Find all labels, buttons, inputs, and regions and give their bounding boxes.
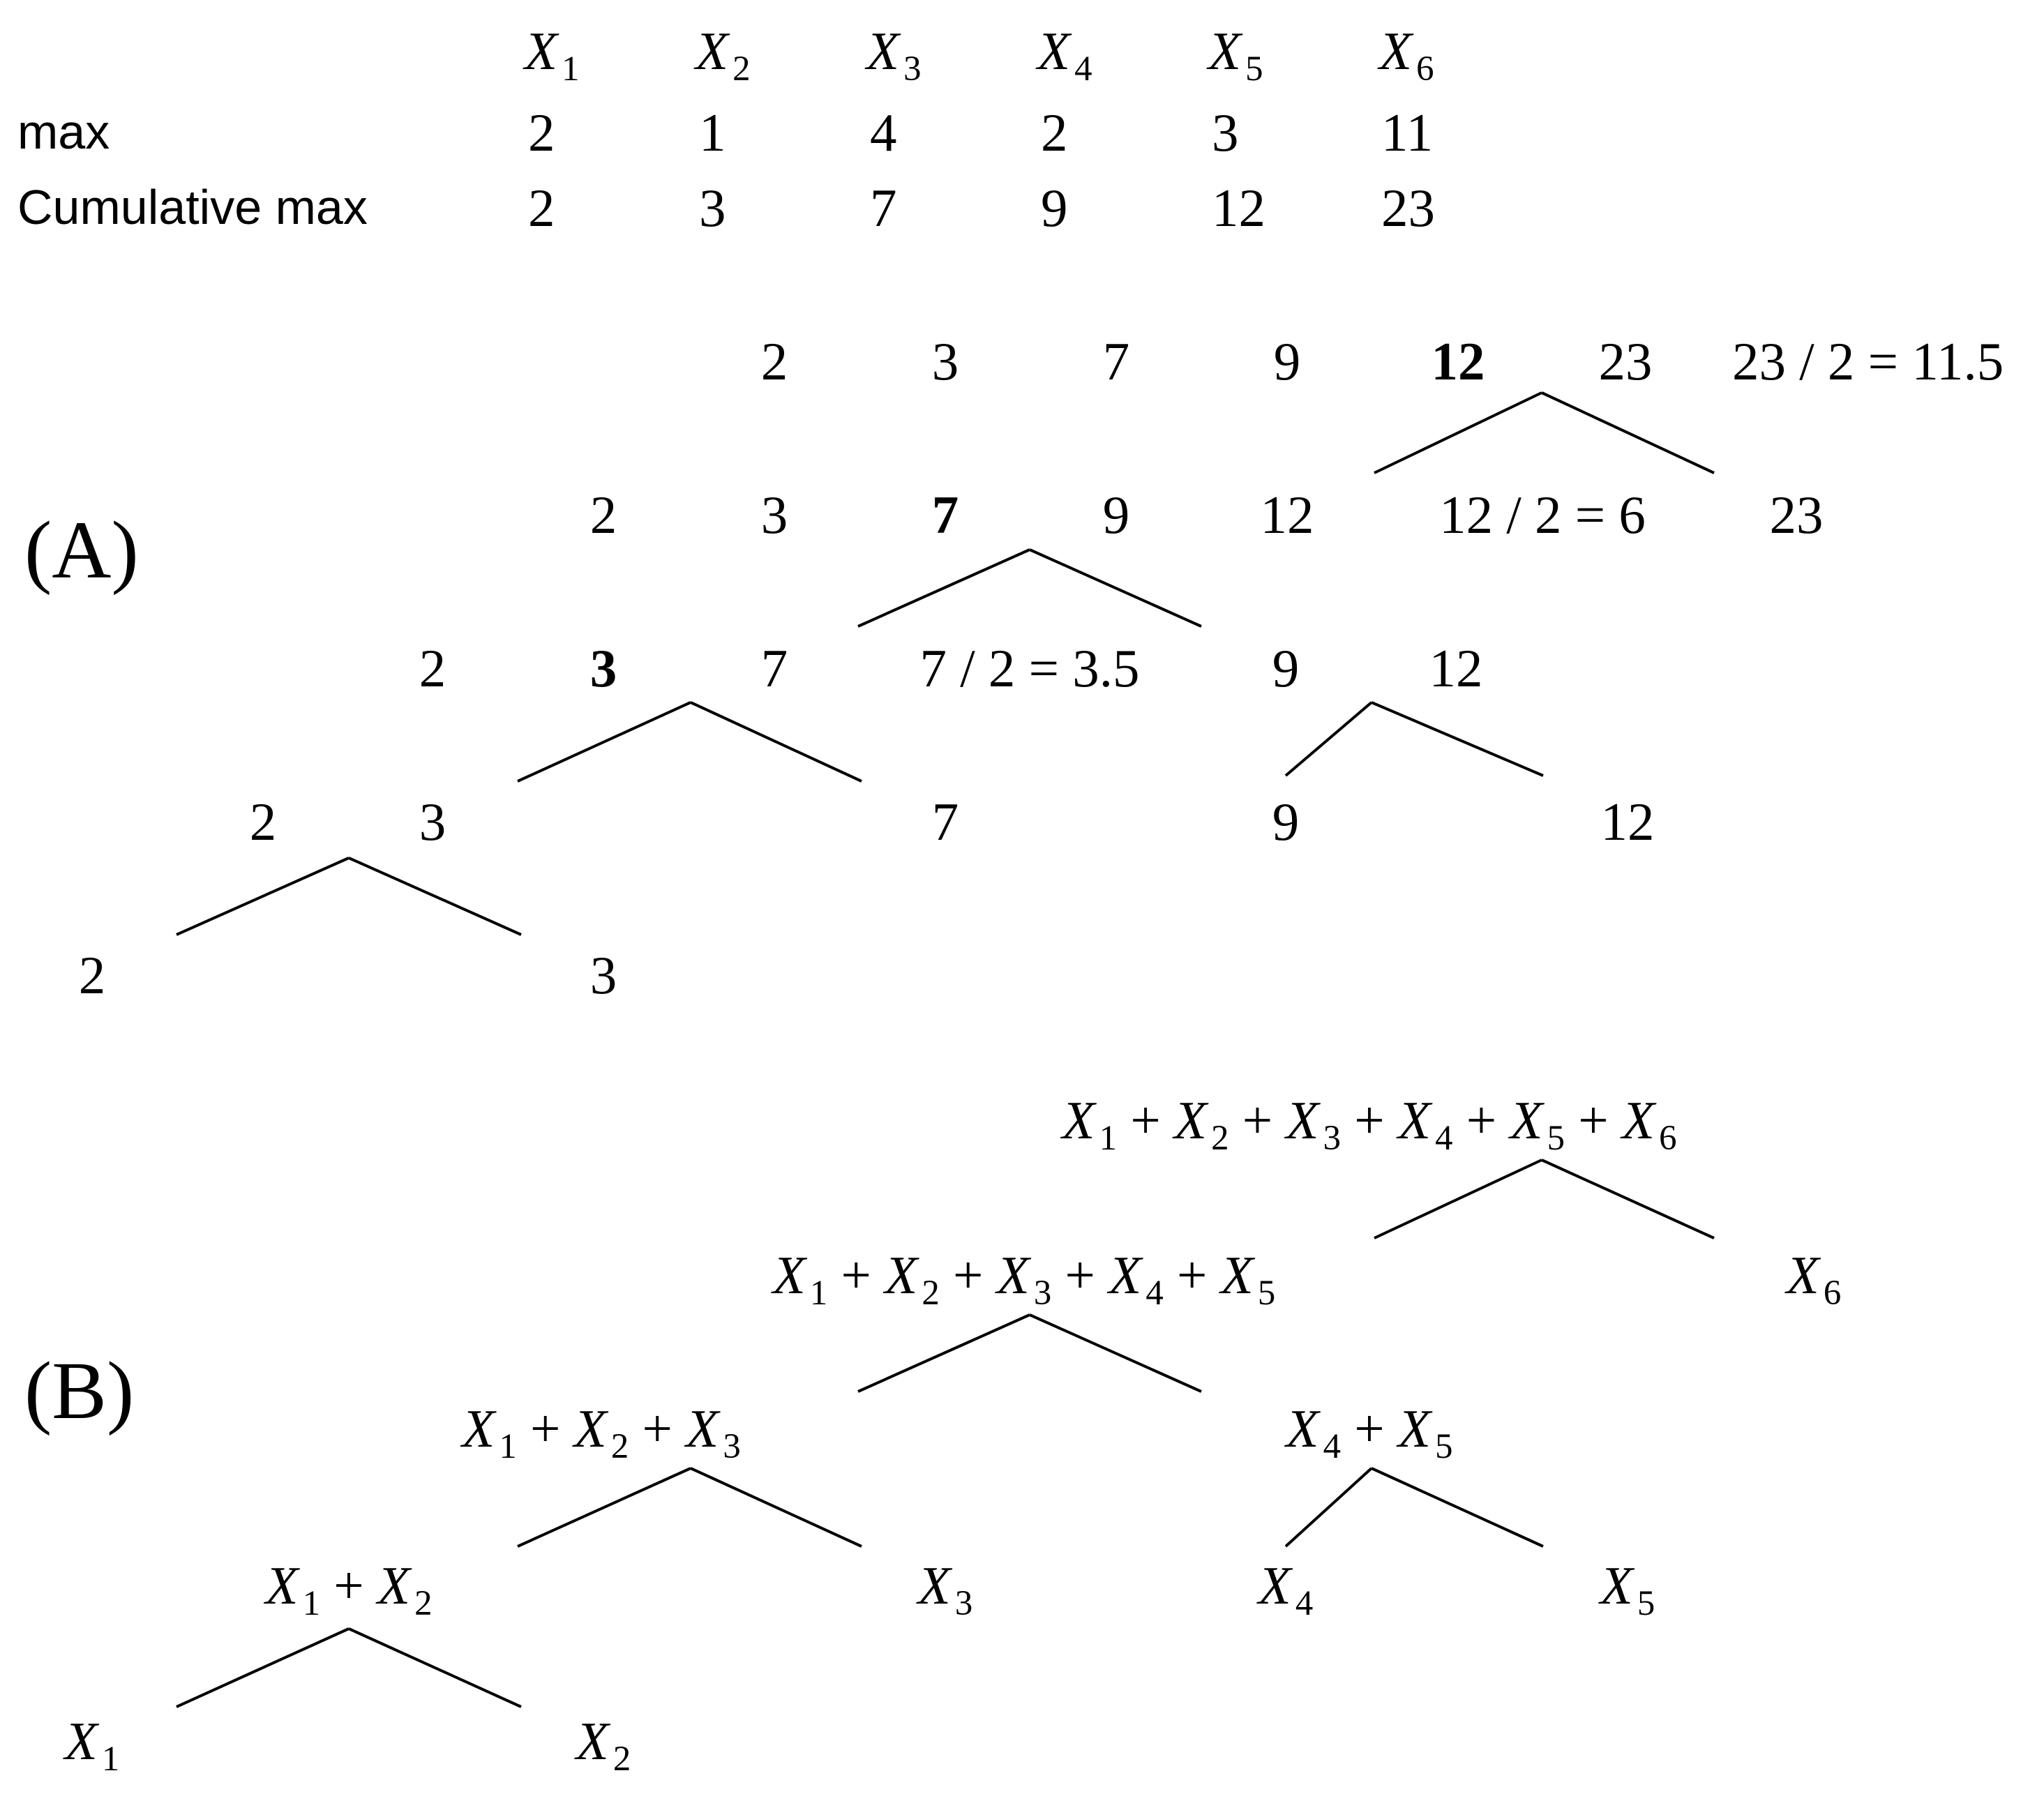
a-row1-value: 23 xyxy=(1598,331,1653,391)
a-row2-value: 2 xyxy=(589,485,617,545)
connector-a-3-left xyxy=(518,702,691,781)
cummax-value-5: 12 xyxy=(1212,178,1265,238)
a-row2-value-highlighted: 7 xyxy=(931,485,959,545)
b-node-x4: X $_4$ xyxy=(1258,1555,1314,1623)
a-row3-value: 9 xyxy=(1272,638,1300,698)
a-row3-value-highlighted: 3 xyxy=(589,638,617,698)
connector-b-15-left xyxy=(858,1315,1030,1392)
connector-b-12-left xyxy=(176,1629,349,1707)
table-header-x1: X $_1$ xyxy=(525,21,580,89)
a-row4-value: 9 xyxy=(1272,792,1300,852)
b-node-sum-1-3: X $_1$ + X $_2$ + X $_3$ xyxy=(462,1399,741,1466)
a-row2-value: 23 xyxy=(1769,485,1824,545)
table-header-x3: X $_3$ xyxy=(866,21,922,89)
connector-b-45-right xyxy=(1372,1468,1543,1546)
a-row4-value: 7 xyxy=(931,792,959,852)
cummax-value-4: 9 xyxy=(1041,178,1068,238)
a-row5-value: 3 xyxy=(589,945,617,1005)
connector-a-9-12-right xyxy=(1372,702,1543,776)
table-header-x4: X $_4$ xyxy=(1037,21,1092,89)
cummax-value-3: 7 xyxy=(870,178,897,238)
connector-b-root-right xyxy=(1542,1160,1714,1238)
a-row3-value: 12 xyxy=(1429,638,1483,698)
max-value-6: 11 xyxy=(1381,103,1434,163)
a-row4-value: 12 xyxy=(1600,792,1655,852)
connector-b-45-left xyxy=(1286,1468,1372,1546)
a-row1-value-highlighted: 12 xyxy=(1431,331,1485,391)
b-node-x2: X $_2$ xyxy=(576,1711,631,1779)
connector-b-root-left xyxy=(1374,1160,1542,1238)
connector-a-7-left xyxy=(858,550,1030,626)
table-header-x5: X $_5$ xyxy=(1208,21,1263,89)
table-header-x2: X $_2$ xyxy=(696,21,751,89)
connector-a-2-3-left xyxy=(176,858,349,935)
b-node-x1: X $_1$ xyxy=(64,1711,120,1779)
a-row2-value: 9 xyxy=(1102,485,1130,545)
a-row1-value: 3 xyxy=(931,331,959,391)
a-row2-note: 12 / 2 = 6 xyxy=(1439,485,1646,545)
b-node-x5: X $_5$ xyxy=(1600,1555,1655,1623)
a-row4-value: 2 xyxy=(249,792,277,852)
connector-a-12-23-left xyxy=(1374,393,1542,473)
row-label-max: max xyxy=(17,105,110,159)
connector-a-12-23-right xyxy=(1542,393,1714,473)
a-row5-value: 2 xyxy=(78,945,106,1005)
b-node-sum-1-6: X $_1$ + X $_2$ + X $_3$ + X $_4$ + X $_5$ + X $_6$ xyxy=(1062,1090,1677,1158)
connector-a-9-12-left xyxy=(1286,702,1372,776)
a-row1-value: 2 xyxy=(760,331,788,391)
a-row1-value: 7 xyxy=(1102,331,1130,391)
a-row3-value: 7 xyxy=(760,638,788,698)
connector-a-7-right xyxy=(1030,550,1201,626)
panel-b-label: (B) xyxy=(24,1345,135,1436)
a-row2-value: 12 xyxy=(1260,485,1314,545)
connector-a-2-3-right xyxy=(349,858,521,935)
connector-b-13-right xyxy=(691,1468,862,1546)
connector-b-15-right xyxy=(1030,1315,1201,1392)
a-row3-value: 2 xyxy=(419,638,446,698)
b-node-x3: X $_3$ xyxy=(917,1555,973,1623)
a-row1-value: 9 xyxy=(1273,331,1301,391)
b-node-sum-1-2: X $_1$ + X $_2$ xyxy=(265,1555,433,1623)
connector-b-12-right xyxy=(349,1629,521,1707)
b-node-sum-1-5: X $_1$ + X $_2$ + X $_3$ + X $_4$ + X $_5$ xyxy=(772,1245,1276,1313)
a-row3-note: 7 / 2 = 3.5 xyxy=(919,638,1140,698)
a-row4-value: 3 xyxy=(419,792,446,852)
table-header-x6: X $_6$ xyxy=(1379,21,1434,89)
connector-b-13-left xyxy=(518,1468,691,1546)
cummax-value-1: 2 xyxy=(528,178,555,238)
max-value-3: 4 xyxy=(870,103,897,163)
cummax-value-2: 3 xyxy=(699,178,726,238)
b-node-sum-4-5: X $_4$ + X $_5$ xyxy=(1286,1399,1453,1466)
max-value-1: 2 xyxy=(528,103,555,163)
max-value-4: 2 xyxy=(1041,103,1068,163)
a-row1-note: 23 / 2 = 11.5 xyxy=(1732,331,2004,391)
row-label-cumulative-max: Cumulative max xyxy=(17,180,368,234)
a-row2-value: 3 xyxy=(760,485,788,545)
max-value-5: 3 xyxy=(1212,103,1239,163)
cummax-value-6: 23 xyxy=(1381,178,1435,238)
connector-a-3-right xyxy=(691,702,862,781)
panel-a-label: (A) xyxy=(24,504,139,596)
b-node-x6: X $_6$ xyxy=(1786,1245,1842,1313)
max-value-2: 1 xyxy=(699,103,726,163)
